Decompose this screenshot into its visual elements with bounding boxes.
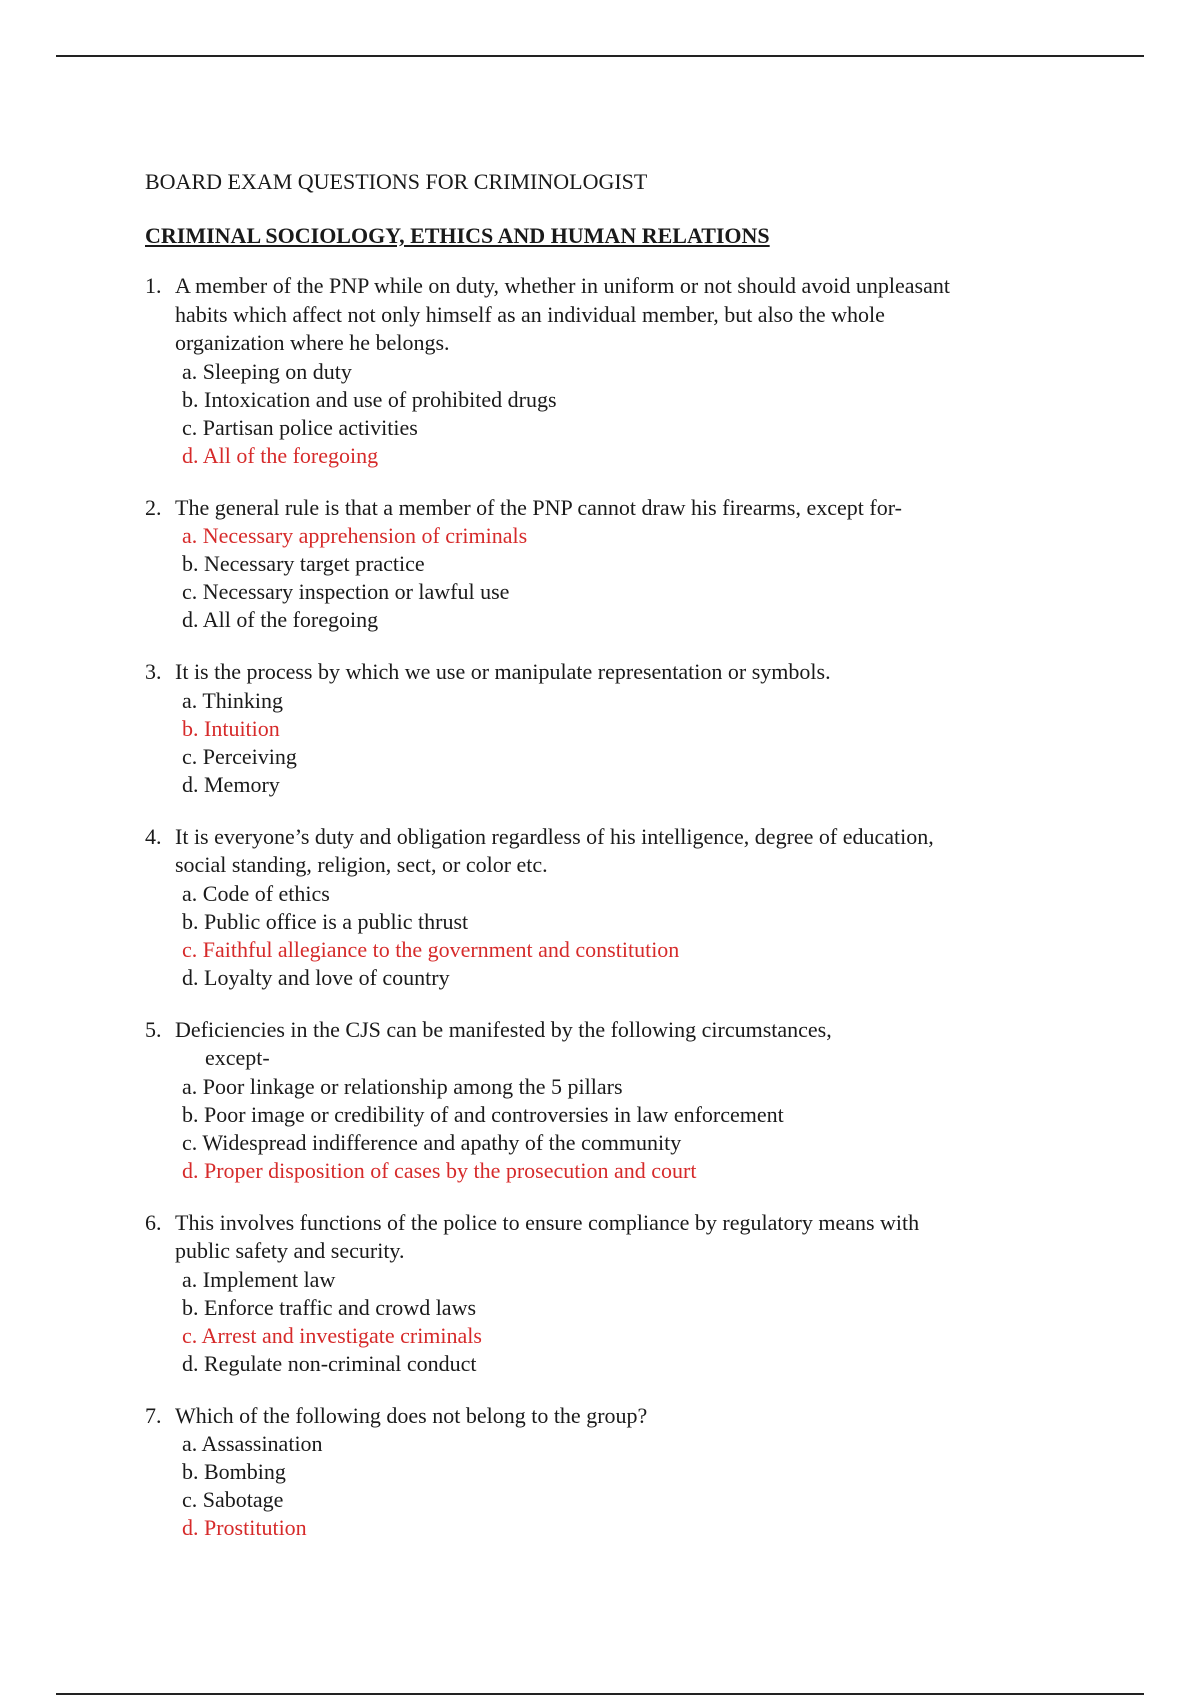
option-c: c. Widespread indifference and apathy of the community: [182, 1129, 682, 1155]
option-c: c. Necessary inspection or lawful use: [182, 579, 510, 604]
option-list: [145, 1073, 965, 1185]
option-d: d. All of the foregoing: [182, 607, 379, 632]
question-6: [145, 1209, 965, 1378]
option-b: b. Public office is a public thrust: [182, 908, 469, 934]
option-b: b. Intuition: [182, 715, 280, 741]
question-7: [145, 1402, 965, 1543]
question-4: [145, 823, 965, 992]
top-rule: [56, 55, 1144, 57]
question-1: [145, 272, 965, 470]
option-b: b. Necessary target practice: [182, 551, 425, 576]
option-c: c. Sabotage: [182, 1487, 284, 1512]
option-d: d. Prostitution: [182, 1515, 307, 1540]
question-5: [145, 1016, 965, 1185]
option-c: c. Partisan police activities: [182, 414, 418, 440]
option-d: d. All of the foregoing: [182, 442, 379, 468]
option-d: d. Regulate non-criminal conduct: [182, 1350, 477, 1376]
option-a: a. Thinking: [182, 687, 284, 713]
option-b: b. Enforce traffic and crowd laws: [182, 1294, 477, 1320]
question-number: 6.: [145, 1209, 162, 1235]
option-c: c. Perceiving: [182, 743, 297, 769]
question-text-continuation: except-: [205, 1045, 270, 1070]
option-list: [145, 1430, 965, 1542]
question-text: A member of the PNP while on duty, whether in uniform or not should avoid unpleasant habits which affect not only himself as an individual member, but also the whole organization where he belongs.: [175, 273, 950, 355]
option-c: c. Arrest and investigate criminals: [182, 1322, 482, 1348]
question-number: 1.: [145, 273, 162, 298]
option-a: a. Necessary apprehension of criminals: [182, 523, 528, 548]
option-list: [145, 1266, 965, 1378]
option-list: [145, 687, 965, 799]
question-text: Which of the following does not belong to the group?: [175, 1402, 648, 1428]
question-text: It is everyone’s duty and obligation regardless of his intelligence, degree of education, social standing, religion, sect, or color etc.: [175, 823, 934, 877]
option-d: d. Proper disposition of cases by the prosecution and court: [182, 1157, 697, 1183]
question-text: Deficiencies in the CJS can be manifested by the following circumstances,: [175, 1016, 832, 1042]
question-3: [145, 658, 965, 799]
question-text: This involves functions of the police to ensure compliance by regulatory means with public safety and security.: [175, 1209, 920, 1263]
question-2: [145, 494, 965, 635]
option-list: [145, 880, 965, 992]
document-body: [145, 168, 965, 1566]
option-a: a. Code of ethics: [182, 880, 330, 906]
option-a: a. Sleeping on duty: [182, 358, 352, 384]
section-heading: CRIMINAL SOCIOLOGY, ETHICS AND HUMAN RELATIONS: [145, 223, 770, 248]
option-a: a. Assassination: [182, 1431, 323, 1456]
option-list: [145, 358, 965, 470]
option-b: b. Poor image or credibility of and controversies in law enforcement: [182, 1101, 784, 1127]
option-c: c. Faithful allegiance to the government and constitution: [182, 936, 680, 962]
option-a: a. Poor linkage or relationship among the 5 pillars: [182, 1073, 623, 1099]
question-text: It is the process by which we use or manipulate representation or symbols.: [175, 659, 831, 684]
option-d: d. Loyalty and love of country: [182, 964, 450, 990]
question-text: The general rule is that a member of the PNP cannot draw his firearms, except for-: [175, 494, 902, 520]
option-b: b. Bombing: [182, 1459, 286, 1484]
question-number: 3.: [145, 659, 162, 684]
question-list: [145, 272, 965, 1542]
question-number: 5.: [145, 1016, 162, 1042]
option-a: a. Implement law: [182, 1266, 336, 1292]
question-number: 2.: [145, 494, 162, 520]
document-title: BOARD EXAM QUESTIONS FOR CRIMINOLOGIST: [145, 169, 648, 194]
question-number: 4.: [145, 823, 162, 849]
option-d: d. Memory: [182, 771, 280, 797]
bottom-rule: [56, 1693, 1144, 1695]
question-number: 7.: [145, 1402, 162, 1428]
option-list: [145, 522, 965, 634]
option-b: b. Intoxication and use of prohibited drugs: [182, 386, 557, 412]
